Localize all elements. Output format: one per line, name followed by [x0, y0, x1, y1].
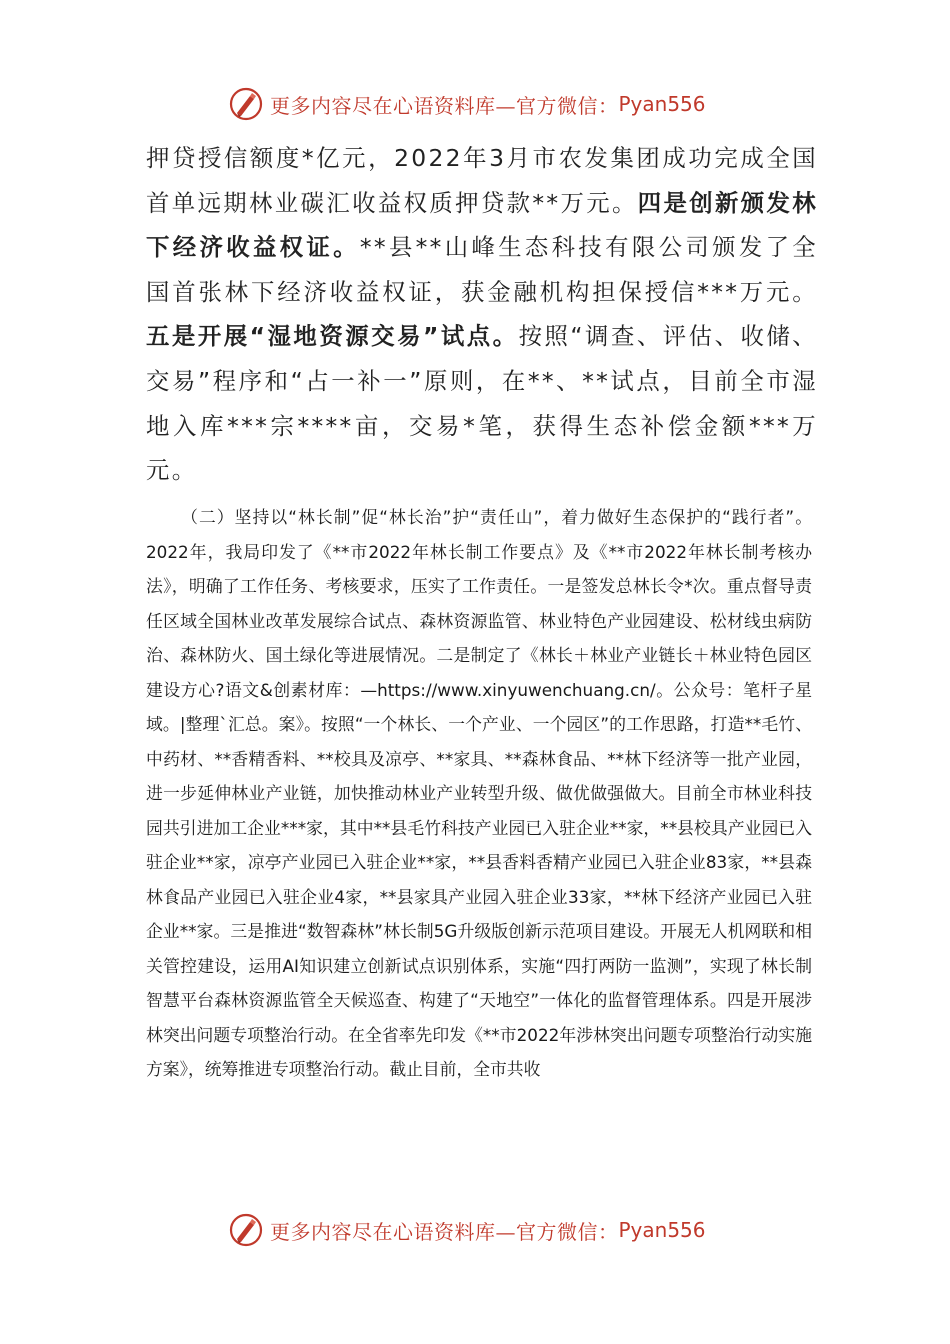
watermark-footer [228, 1210, 706, 1250]
watermark-text: 更多内容尽在心语资料库—官方微信： [270, 93, 619, 118]
watermark-handle: Pyan556 [618, 1218, 706, 1242]
paragraph-a-heading-5: 五是开展“湿地资源交易”试点。 [146, 322, 519, 351]
pen-logo-icon [228, 86, 264, 122]
watermark-handle: Pyan556 [618, 92, 706, 116]
watermark-header [228, 84, 706, 124]
paragraph-a-sentence-2: **县**山峰生态科技有限公司颁发了全国首张林下经济收益权证，获金融机构担保授信***万元。 [146, 233, 818, 306]
paragraph-b-text: （二）坚持以“林长制”促“林长治”护“责任山”，着力做好生态保护的“践行者”。2022年，我局印发了《**市2022年林长制工作要点》及《**市2022年林长制考核办法》，明确了工作任务、考核要求，压实了工作责任。一是签发总林长令*次。重点督导责任区域全国林业改革发展综合试点、森林资源监管、林业特色产业园建设、松材线虫病防治、森林防火、国土绿化等进展情况。二是制定了《林长＋林业产业链长＋林业特色园区建设方心?语文&创素材库：—https://www.xinyuwenchuang.cn/。公众号：笔杆子星域。|整理`汇总。案》。按照“一个林长、一个产业、一个园区”的工作思路，打造**毛竹、中药材、**香精香料、**校具及凉亭、**家具、**森林食品、**林下经济等一批产业园，进一步延伸林业产业链，加快推动林业产业转型升级、做优做强做大。目前全市林业科技园共引进加工企业***家，其中**县毛竹科技产业园已入驻企业**家，**县校具产业园已入驻企业**家，凉亭产业园已入驻企业**家，**县香料香精产业园已入驻企业83家，**县森林食品产业园已入驻企业4家，**县家具产业园入驻企业33家，**林下经济产业园已入驻企业**家。三是推进“数智森林”林长制5G升级版创新示范项目建设。开展无人机网联和相关管控建设，运用AI知识建立创新试点识别体系，实施“四打两防一监测”，实现了林长制智慧平台森林资源监管全天候巡查、构建了“天地空”一体化的监督管理体系。四是开展涉林突出问题专项整治行动。在全省率先印发《**市2022年涉林突出问题专项整治行动实施方案》，统筹推进专项整治行动。截止目前，全市共收 [146, 507, 812, 1079]
paragraph-a-sentence-1: 押贷授信额度*亿元，2022年3月市农发集团成功完成全国首单远期林业碳汇收益权质押贷款**万元。 [146, 144, 818, 217]
pen-logo-icon [228, 1212, 264, 1248]
paragraph-a-sentence-3: 按照“调查、评估、收储、交易”程序和“占一补一”原则，在**、**试点，目前全市湿地入库***宗****亩，交易*笔，获得生态补偿金额***万元。 [146, 322, 819, 485]
paragraph-a-heading-4: 四是创新颁发林下经济收益权证。 [146, 188, 819, 262]
body-paragraph-small [146, 500, 812, 1087]
body-paragraph-large [146, 136, 818, 493]
watermark-text: 更多内容尽在心语资料库—官方微信： [270, 1219, 619, 1244]
